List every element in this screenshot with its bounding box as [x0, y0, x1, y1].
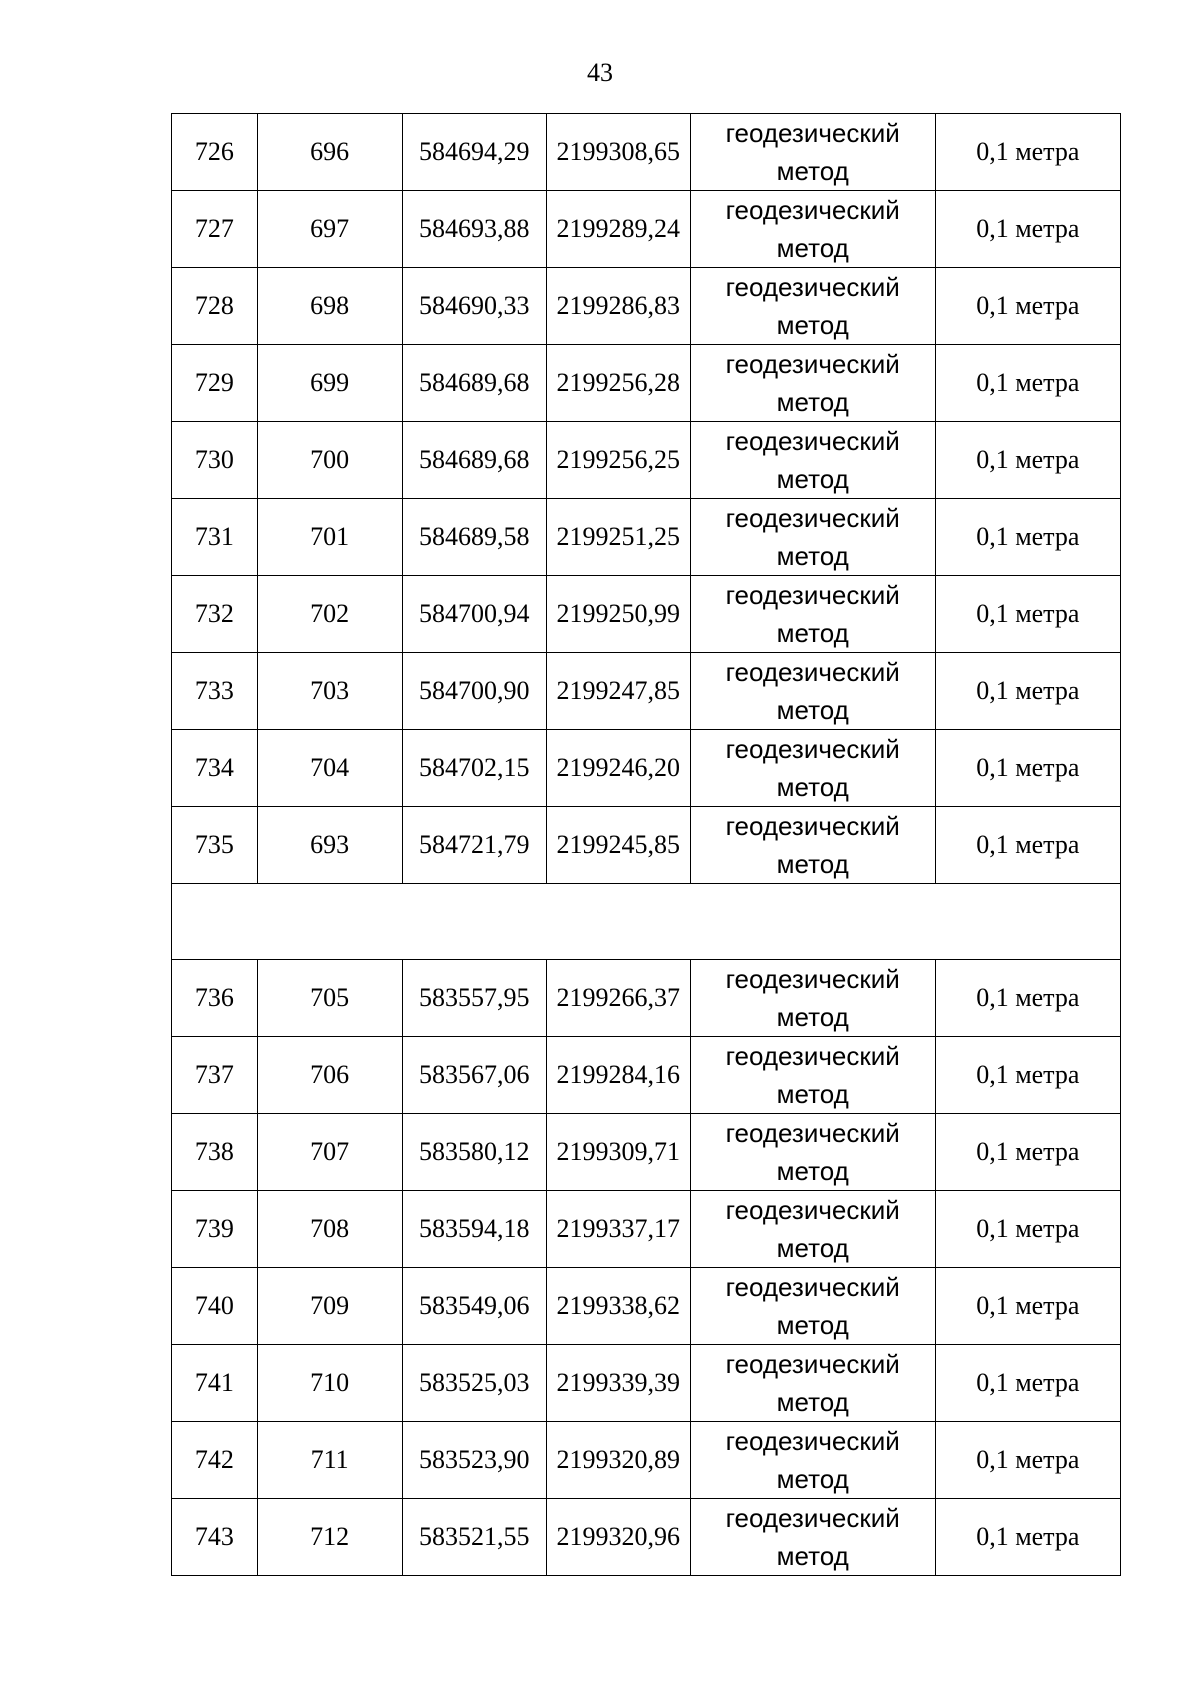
method-cell	[690, 960, 935, 1037]
method-line-1: геодезический	[725, 272, 900, 302]
x-coordinate-cell: 583521,55	[402, 1499, 546, 1576]
point-id-cell: 702	[257, 576, 402, 653]
point-number-cell: 731	[172, 499, 258, 576]
point-number-cell: 740	[172, 1268, 258, 1345]
accuracy-cell: 0,1 метра	[935, 191, 1120, 268]
method-cell	[690, 114, 935, 191]
table-row	[172, 499, 1121, 576]
x-coordinate-cell: 583557,95	[402, 960, 546, 1037]
accuracy-cell: 0,1 метра	[935, 807, 1120, 884]
table-row	[172, 1422, 1121, 1499]
table-row	[172, 730, 1121, 807]
point-id-cell: 698	[257, 268, 402, 345]
point-number-cell: 727	[172, 191, 258, 268]
page-number: 43	[587, 58, 613, 87]
method-line-1: геодезический	[725, 964, 900, 994]
coordinates-table-body	[172, 114, 1121, 1576]
y-coordinate-cell: 2199309,71	[546, 1114, 690, 1191]
table-row	[172, 576, 1121, 653]
accuracy-cell: 0,1 метра	[935, 1037, 1120, 1114]
x-coordinate-cell: 584702,15	[402, 730, 546, 807]
table-row	[172, 653, 1121, 730]
method-cell	[690, 191, 935, 268]
method-line-1: геодезический	[725, 1349, 900, 1379]
y-coordinate-cell: 2199247,85	[546, 653, 690, 730]
coordinates-table	[171, 113, 1121, 1576]
point-id-cell: 705	[257, 960, 402, 1037]
table-row	[172, 422, 1121, 499]
y-coordinate-cell: 2199339,39	[546, 1345, 690, 1422]
accuracy-cell: 0,1 метра	[935, 1422, 1120, 1499]
y-coordinate-cell: 2199266,37	[546, 960, 690, 1037]
table-row	[172, 114, 1121, 191]
y-coordinate-cell: 2199320,96	[546, 1499, 690, 1576]
accuracy-cell: 0,1 метра	[935, 576, 1120, 653]
method-line-2: метод	[776, 1079, 849, 1109]
accuracy-cell: 0,1 метра	[935, 114, 1120, 191]
table-row	[172, 1345, 1121, 1422]
method-cell	[690, 345, 935, 422]
x-coordinate-cell: 584700,94	[402, 576, 546, 653]
x-coordinate-cell: 583567,06	[402, 1037, 546, 1114]
x-coordinate-cell: 583580,12	[402, 1114, 546, 1191]
accuracy-cell: 0,1 метра	[935, 1191, 1120, 1268]
x-coordinate-cell: 584690,33	[402, 268, 546, 345]
method-cell	[690, 730, 935, 807]
method-line-1: геодезический	[725, 734, 900, 764]
method-line-2: метод	[776, 233, 849, 263]
table-row	[172, 1037, 1121, 1114]
method-line-2: метод	[776, 849, 849, 879]
accuracy-cell: 0,1 метра	[935, 1499, 1120, 1576]
y-coordinate-cell: 2199284,16	[546, 1037, 690, 1114]
point-number-cell: 730	[172, 422, 258, 499]
method-line-2: метод	[776, 618, 849, 648]
method-cell	[690, 1422, 935, 1499]
separator-cell	[172, 884, 1121, 960]
method-cell	[690, 1114, 935, 1191]
x-coordinate-cell: 584689,68	[402, 345, 546, 422]
point-number-cell: 743	[172, 1499, 258, 1576]
method-line-2: метод	[776, 772, 849, 802]
x-coordinate-cell: 583523,90	[402, 1422, 546, 1499]
y-coordinate-cell: 2199289,24	[546, 191, 690, 268]
y-coordinate-cell: 2199338,62	[546, 1268, 690, 1345]
point-number-cell: 729	[172, 345, 258, 422]
point-number-cell: 726	[172, 114, 258, 191]
method-line-2: метод	[776, 1233, 849, 1263]
method-cell	[690, 576, 935, 653]
y-coordinate-cell: 2199256,28	[546, 345, 690, 422]
method-line-2: метод	[776, 695, 849, 725]
x-coordinate-cell: 584694,29	[402, 114, 546, 191]
method-line-2: метод	[776, 1002, 849, 1032]
method-cell	[690, 422, 935, 499]
table-row	[172, 1268, 1121, 1345]
point-number-cell: 739	[172, 1191, 258, 1268]
point-number-cell: 738	[172, 1114, 258, 1191]
y-coordinate-cell: 2199250,99	[546, 576, 690, 653]
y-coordinate-cell: 2199308,65	[546, 114, 690, 191]
method-line-1: геодезический	[725, 580, 900, 610]
y-coordinate-cell: 2199251,25	[546, 499, 690, 576]
accuracy-cell: 0,1 метра	[935, 960, 1120, 1037]
method-line-2: метод	[776, 464, 849, 494]
x-coordinate-cell: 583549,06	[402, 1268, 546, 1345]
accuracy-cell: 0,1 метра	[935, 1268, 1120, 1345]
point-id-cell: 704	[257, 730, 402, 807]
point-id-cell: 710	[257, 1345, 402, 1422]
method-line-1: геодезический	[725, 1272, 900, 1302]
table-row	[172, 960, 1121, 1037]
method-line-2: метод	[776, 156, 849, 186]
point-id-cell: 711	[257, 1422, 402, 1499]
point-id-cell: 701	[257, 499, 402, 576]
method-cell	[690, 1345, 935, 1422]
method-line-1: геодезический	[725, 1503, 900, 1533]
method-cell	[690, 1191, 935, 1268]
method-line-2: метод	[776, 1541, 849, 1571]
method-cell	[690, 653, 935, 730]
accuracy-cell: 0,1 метра	[935, 345, 1120, 422]
method-line-1: геодезический	[725, 811, 900, 841]
method-line-2: метод	[776, 541, 849, 571]
table-row	[172, 1499, 1121, 1576]
point-number-cell: 735	[172, 807, 258, 884]
method-line-1: геодезический	[725, 1426, 900, 1456]
table-row	[172, 807, 1121, 884]
point-number-cell: 728	[172, 268, 258, 345]
y-coordinate-cell: 2199320,89	[546, 1422, 690, 1499]
accuracy-cell: 0,1 метра	[935, 499, 1120, 576]
method-line-2: метод	[776, 310, 849, 340]
point-number-cell: 733	[172, 653, 258, 730]
separator-row	[172, 884, 1121, 960]
method-cell	[690, 1268, 935, 1345]
method-line-2: метод	[776, 1387, 849, 1417]
accuracy-cell: 0,1 метра	[935, 653, 1120, 730]
table-row	[172, 1114, 1121, 1191]
point-id-cell: 699	[257, 345, 402, 422]
accuracy-cell: 0,1 метра	[935, 268, 1120, 345]
point-id-cell: 706	[257, 1037, 402, 1114]
x-coordinate-cell: 583594,18	[402, 1191, 546, 1268]
point-id-cell: 709	[257, 1268, 402, 1345]
point-number-cell: 734	[172, 730, 258, 807]
table-row	[172, 345, 1121, 422]
method-line-1: геодезический	[725, 1041, 900, 1071]
method-line-1: геодезический	[725, 349, 900, 379]
point-number-cell: 741	[172, 1345, 258, 1422]
point-id-cell: 697	[257, 191, 402, 268]
x-coordinate-cell: 584721,79	[402, 807, 546, 884]
method-line-2: метод	[776, 1156, 849, 1186]
x-coordinate-cell: 584700,90	[402, 653, 546, 730]
point-id-cell: 693	[257, 807, 402, 884]
method-line-1: геодезический	[725, 503, 900, 533]
accuracy-cell: 0,1 метра	[935, 1345, 1120, 1422]
point-number-cell: 742	[172, 1422, 258, 1499]
x-coordinate-cell: 584693,88	[402, 191, 546, 268]
x-coordinate-cell: 584689,58	[402, 499, 546, 576]
method-line-1: геодезический	[725, 1118, 900, 1148]
y-coordinate-cell: 2199286,83	[546, 268, 690, 345]
point-id-cell: 712	[257, 1499, 402, 1576]
accuracy-cell: 0,1 метра	[935, 730, 1120, 807]
point-id-cell: 700	[257, 422, 402, 499]
method-line-2: метод	[776, 1464, 849, 1494]
y-coordinate-cell: 2199337,17	[546, 1191, 690, 1268]
accuracy-cell: 0,1 метра	[935, 422, 1120, 499]
y-coordinate-cell: 2199245,85	[546, 807, 690, 884]
point-number-cell: 736	[172, 960, 258, 1037]
method-cell	[690, 499, 935, 576]
method-line-1: геодезический	[725, 118, 900, 148]
x-coordinate-cell: 584689,68	[402, 422, 546, 499]
point-number-cell: 737	[172, 1037, 258, 1114]
method-line-1: геодезический	[725, 1195, 900, 1225]
method-line-1: геодезический	[725, 426, 900, 456]
method-line-2: метод	[776, 387, 849, 417]
method-cell	[690, 268, 935, 345]
point-id-cell: 696	[257, 114, 402, 191]
y-coordinate-cell: 2199256,25	[546, 422, 690, 499]
accuracy-cell: 0,1 метра	[935, 1114, 1120, 1191]
point-id-cell: 708	[257, 1191, 402, 1268]
point-number-cell: 732	[172, 576, 258, 653]
table-row	[172, 191, 1121, 268]
method-line-1: геодезический	[725, 657, 900, 687]
method-line-2: метод	[776, 1310, 849, 1340]
point-id-cell: 707	[257, 1114, 402, 1191]
method-cell	[690, 1037, 935, 1114]
table-row	[172, 1191, 1121, 1268]
method-cell	[690, 807, 935, 884]
method-line-1: геодезический	[725, 195, 900, 225]
point-id-cell: 703	[257, 653, 402, 730]
table-row	[172, 268, 1121, 345]
y-coordinate-cell: 2199246,20	[546, 730, 690, 807]
method-cell	[690, 1499, 935, 1576]
x-coordinate-cell: 583525,03	[402, 1345, 546, 1422]
